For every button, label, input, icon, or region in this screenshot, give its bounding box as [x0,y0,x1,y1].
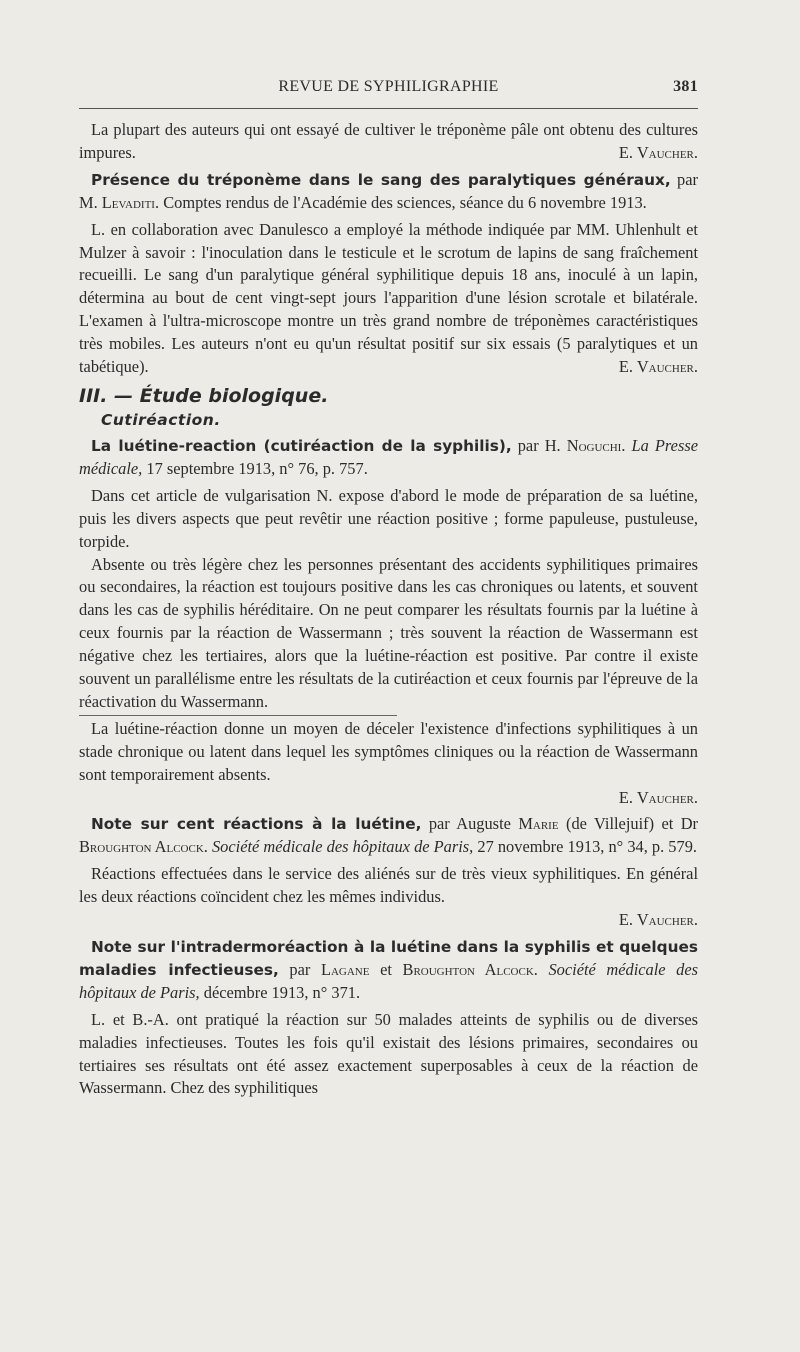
journal-name: La Presse médicale, [79,435,698,478]
article-heading-levaditi [79,169,698,215]
signature: E. Vaucher. [618,142,698,162]
author-location: (de Villejuif) et Dr [566,814,698,834]
header-rule [79,108,698,109]
article-coauthor: Broughton Alcock. [79,837,208,857]
article-body-marie: Réactions effectuées dans le service des aliénés sur de très vieux syphilitiques. En général les deux réactions coïncident chez les mêmes individus. [79,864,698,907]
article-title: Note sur l'intradermoréaction à la luétine dans la syphilis et quelques maladies infectieuses, [79,938,698,979]
article-by: par [289,959,311,979]
article-reference: décembre 1913, n° 371. [203,982,361,1002]
journal-name: Société médicale des hôpitaux de Paris, [79,959,699,1002]
paragraph-text: La plupart des auteurs qui ont essayé de cultiver le tréponème pâle ont obtenu des cultures impures. [79,120,698,162]
paragraph-conclusion: La luétine-réaction donne un moyen de déceler l'existence d'infections syphilitiques à un stade chronique ou latent dans lequel les symptômes cliniques ou la réaction de Wassermann sont temporairement absents. [79,718,698,784]
journal-name: Société médicale des hôpitaux de Paris, [211,837,474,857]
section-heading: III. — Étude biologique. [79,384,329,407]
article-heading-marie [79,813,698,859]
article-author: Lagane [320,959,370,979]
article-and: et [380,959,392,979]
article-title: Présence du tréponème dans le sang des paralytiques généraux, [91,170,671,189]
page-number: 381 [673,78,698,95]
article-author: Marie [518,814,559,834]
journal-title: REVUE DE SYPHILIGRAPHIE [278,78,499,95]
article-reference: 27 novembre 1913, n° 34, p. 579. [477,837,697,857]
paragraph-cultures [79,119,698,165]
separator-rule [79,715,397,716]
running-header [79,78,698,106]
paragraph-vulgarisation: Dans cet article de vulgarisation N. expose d'abord le mode de préparation de sa luétine, puis les divers aspects que peut revêtir une réaction positive ; forme papuleuse, pustuleuse, torpide. [79,485,698,551]
signature: E. Vaucher. [618,910,698,930]
signature: E. Vaucher. [618,787,698,807]
article-author: Noguchi. [566,435,626,455]
document-page [79,78,698,1100]
paragraph-text: L. en collaboration avec Danulesco a employé la méthode indiquée par MM. Uhlenhult et Mulzer à savoir : l'inoculation dans le testicule et le scrotum de lapins de sang fraîchement recueilli. Le sang d'un paralytique général syphilitique depuis 18 ans, inoculé à un lapin, détermina au bout de cent vingt-sept jours l'apparition d'une lésion scrotale et bilatérale. L'examen à l'ultra-microscope montre un très grand nombre de tréponèmes caractéristiques très mobiles. Les auteurs n'ont eu qu'un résultat positif sur six essais (5 paralytiques et un tabétique). [79,219,698,377]
article-body-lagane: L. et B.-A. ont pratiqué la réaction sur 50 malades atteints de syphilis ou de diverses maladies infectieuses. Toutes les fois qu'il existait des lésions primaires, secondaires ou tertiaires ses résultats ont été assez exactement superposables à ceux de la réaction de Wassermann. Chez des syphilitiques [79,1009,698,1098]
paragraph-results: Absente ou très légère chez les personnes présentant des accidents syphilitiques primaires ou secondaires, la réaction est toujours positive dans les cas chroniques ou latents, et souvent dans les cas de syphilis héréditaire. On ne peut comparer les résultats fournis par la luétine à ceux fournis par la réaction de Wassermann ; très souvent la réaction de Wassermann est négative chez les tertiaires, alors que la luétine-réaction est positive. Par contre il existe souvent un parallélisme entre les résultats de la cutiréaction et ceux fournis par l'épreuve de la réactivation du Wassermann. [79,554,698,711]
article-body-levaditi [79,219,698,379]
article-by: par Auguste [428,814,511,834]
article-author: Levaditi. [101,192,160,212]
article-title: La luétine-reaction (cutiréaction de la syphilis), [91,436,512,455]
article-reference: Comptes rendus de l'Académie des sciences, séance du 6 novembre 1913. [163,192,647,212]
article-heading-lagane [79,936,698,1005]
article-coauthor: Broughton Alcock. [402,959,538,979]
article-by: par H. [517,435,561,455]
article-by: par M. [79,169,698,212]
signature: E. Vaucher. [618,357,698,377]
article-reference: 17 septembre 1913, n° 76, p. 757. [146,458,368,478]
article-title: Note sur cent réactions à la luétine, [91,815,422,834]
subsection-heading: Cutiréaction. [101,410,221,429]
article-heading-noguchi [79,435,698,481]
